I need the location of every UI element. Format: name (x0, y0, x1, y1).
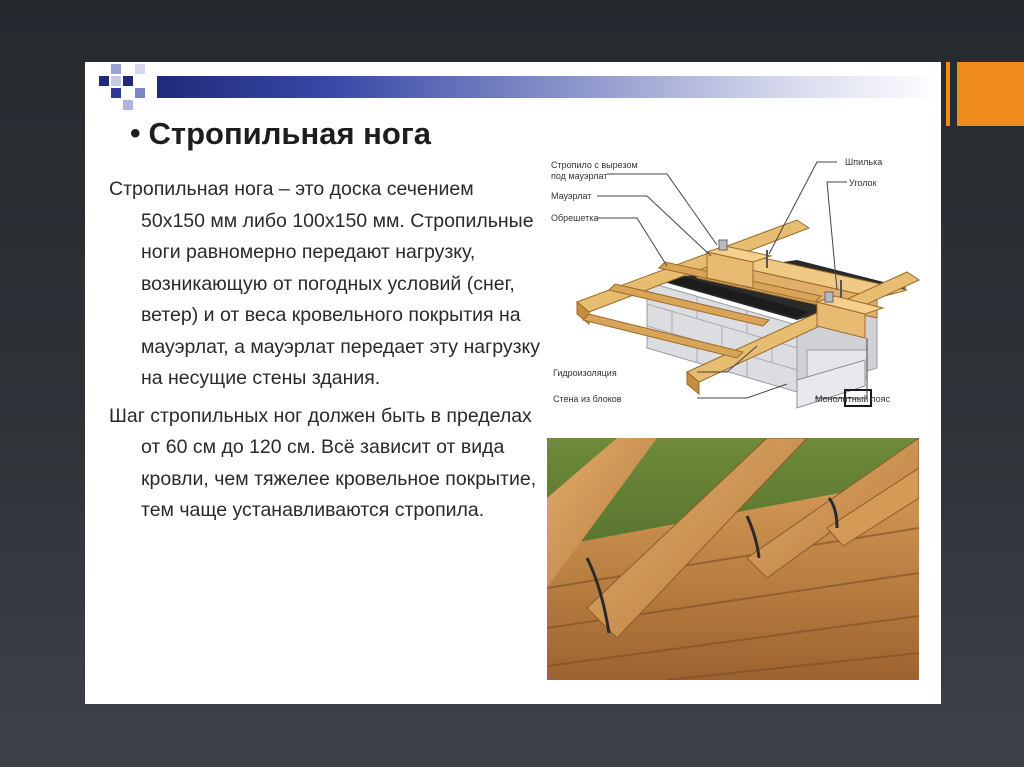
label-block-wall: Стена из блоков (553, 394, 622, 404)
label-monolithic-belt: Монолитный пояс (815, 394, 891, 404)
label-corner: Уголок (849, 178, 877, 188)
body-text (109, 174, 541, 533)
title-row (130, 117, 431, 151)
bullet-dot-icon: • (130, 117, 141, 151)
roof-structure-diagram (547, 150, 935, 422)
label-rafter-cut: Стропило с вырезом (551, 160, 638, 170)
paragraph-rafter-spacing: Шаг стропильных ног должен быть в пределах от 60 см до 120 см. Всё зависит от вида кровли, чем тяжелее кровельное покрытие, тем чаще устанавливаются стропила. (109, 404, 537, 521)
slide-title: Стропильная нога (148, 116, 431, 151)
label-mauerlat: Мауэрлат (551, 191, 592, 201)
slide (85, 62, 941, 704)
title-rule (157, 76, 941, 98)
label-waterproofing: Гидроизоляция (553, 368, 617, 378)
rafters-photo (547, 438, 919, 680)
decorative-squares (85, 62, 155, 122)
paragraph-rafter-definition: Стропильная нога – это доска сечением 50х150 мм либо 100х150 мм. Стропильные ноги равномерно передают нагрузку, возникающую от погодных условий (снег, ветер) и от веса кровельного покрытия на мауэрлат, а мауэрлат передает эту нагрузку на несущие стены здания. (109, 178, 541, 389)
label-rafter-cut-2: под мауэрлат (551, 171, 608, 181)
label-stud: Шпилька (845, 157, 883, 167)
label-batten: Обрешетка (551, 213, 599, 223)
orange-accent-bars (946, 62, 1024, 126)
